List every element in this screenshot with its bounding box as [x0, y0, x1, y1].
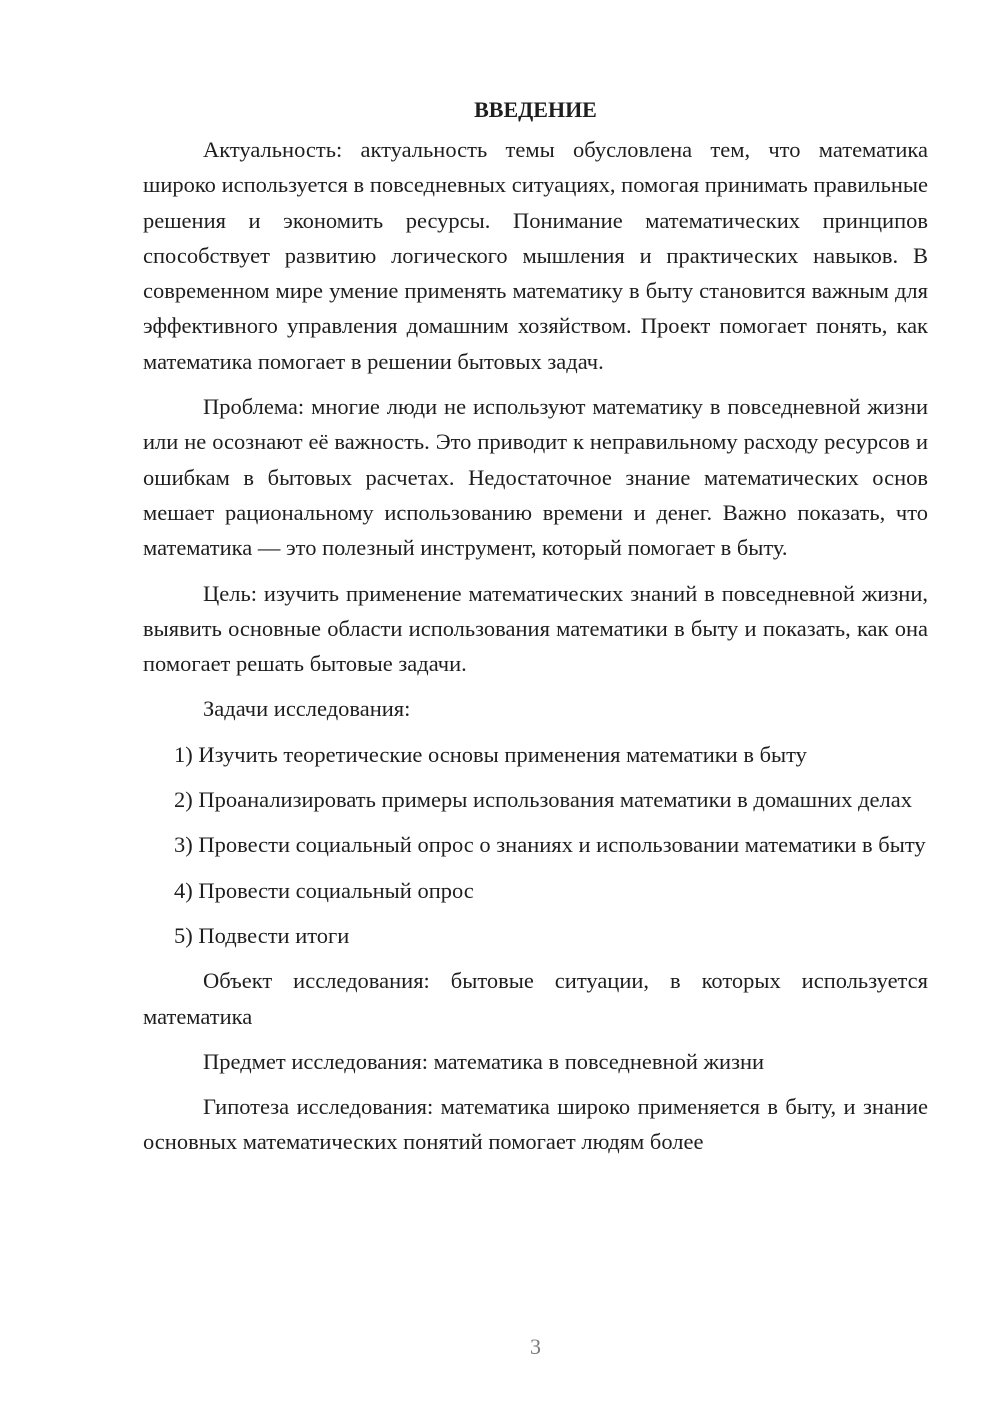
paragraph-relevance: Актуальность: актуальность темы обусловлена тем, что математика широко используется в повседневных ситуациях, помогая принимать правильные решения и экономить ресурсы. Понимание математических принципов способствует развитию логического мышления и практических навыков. В современном мире умение применять математику в быту становится важным для эффективного управления домашним хозяйством. Проект помогает понять, как математика помогает в решении бытовых задач. [143, 137, 928, 374]
task-item-5: 5) Подвести итоги [174, 922, 350, 948]
page-number: 3 [530, 1334, 541, 1359]
task-item-2: 2) Проанализировать примеры использования математики в домашних делах [174, 787, 912, 813]
task-item-1: 1) Изучить теоретические основы применения математики в быту [174, 741, 807, 767]
paragraph-hypothesis: Гипотеза исследования: математика широко применяется в быту, и знание основных математических понятий помогает людям более [143, 1094, 928, 1155]
heading-container [143, 92, 928, 132]
paragraph-goal: Цель: изучить применение математических знаний в повседневной жизни, выявить основные области использования математики в быту и показать, как она помогает решать бытовые задачи. [143, 580, 928, 677]
paragraph-subject: Предмет исследования: математика в повседневной жизни [203, 1048, 765, 1074]
document-page [143, 92, 928, 1160]
paragraph-object: Объект исследования: бытовые ситуации, в которых используется математика [143, 968, 928, 1029]
task-item-4: 4) Провести социальный опрос [174, 877, 474, 903]
tasks-heading: Задачи исследования: [203, 696, 411, 722]
task-item-3: 3) Провести социальный опрос о знаниях и использовании математики в быту [174, 832, 926, 858]
paragraph-problem: Проблема: многие люди не используют математику в повседневной жизни или не осознают её важность. Это приводит к неправильному расходу ресурсов и ошибкам в бытовых расчетах. Недостаточное знание математических основ мешает рациональному использованию времени и денег. Важно показать, что математика — это полезный инструмент, который помогает в быту. [143, 394, 928, 561]
page-title: ВВЕДЕНИЕ [474, 97, 597, 122]
